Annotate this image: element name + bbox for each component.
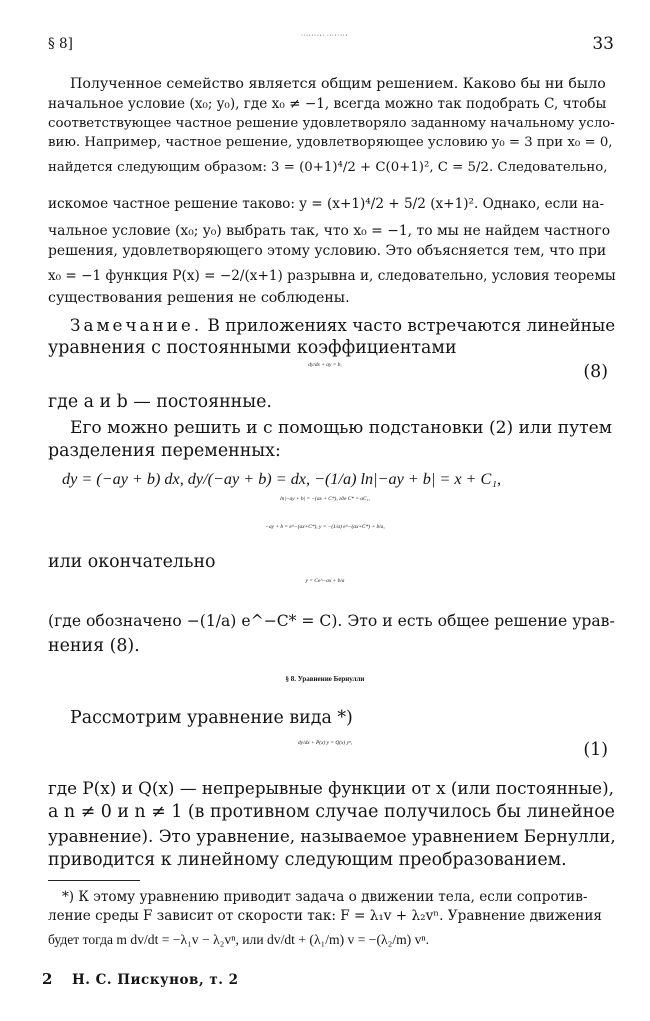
signature-text: Н. С. Пискунов, т. 2 — [72, 972, 239, 988]
intro-line: решения, удовлетворяющего этому условию. Это объясняется тем, что при — [48, 243, 607, 259]
footnote-rule — [48, 880, 140, 881]
footnote-line: *) К этому уравнению приводит задача о движении тела, если сопротив- — [62, 889, 588, 905]
intro-line: искомое частное решение таково: y = (x+1)⁴/2 + 5/2 (x+1)². Однако, если на- — [48, 196, 605, 212]
derivation-line: −ay + b = e^−(ax+C*), y = −(1/a) e^−(ax+C*) + b/a, — [265, 524, 385, 530]
remark-text: В приложениях часто встречаются линейные — [207, 315, 616, 335]
intro-line: x₀ = −1 функция P(x) = −2/(x+1) разрывна и, следовательно, условия теоремы — [48, 268, 616, 284]
note-line: (где обозначено −(1/a) e^−C* = C). Это и есть общее решение урав- — [48, 612, 615, 630]
derivation-line: dy = (−ay + b) dx, dy/(−ay + b) = dx, −(1/a) ln|−ay + b| = x + C₁, — [62, 470, 501, 488]
derivation-line: ln|−ay + b| = −(ax + C*), где C* = aC₁, — [280, 496, 370, 502]
intro-line: вию. Например, частное решение, удовлетворяющее условию y₀ = 3 при x₀ = 0, — [48, 135, 613, 150]
remark-line: Его можно решить и с помощью подстановки (2) или путем — [70, 418, 613, 438]
bernoulli-line: а n ≠ 0 и n ≠ 1 (в противном случае получилось бы линейное — [48, 802, 615, 822]
section-heading: § 8. Уравнение Бернулли — [285, 675, 365, 683]
equation-number-8: (8) — [583, 362, 608, 382]
running-title: УРАВНЕНИЕ БЕРНУЛЛИ — [301, 36, 349, 37]
equation-number-1: (1) — [583, 740, 608, 760]
note-line: нения (8). — [48, 636, 140, 656]
bernoulli-line: где P(x) и Q(x) — непрерывные функции от x (или постоянные), — [48, 778, 614, 798]
final-equation: y = Ce^−ax + b/a — [305, 578, 345, 584]
finally-text: или окончательно — [48, 552, 216, 572]
header-section: § 8] — [48, 36, 73, 52]
bernoulli-line: уравнение). Это уравнение, называемое уравнением Бернулли, — [48, 826, 616, 846]
signature-sheet: 2 — [42, 970, 53, 988]
intro-line: найдется следующим образом: 3 = (0+1)⁴/2 + C(0+1)², C = 5/2. Следовательно, — [48, 160, 608, 175]
bernoulli-intro: Рассмотрим уравнение вида *) — [70, 708, 353, 728]
intro-line: существования решения не соблюдены. — [48, 290, 350, 306]
intro-line: начальное условие (x₀; y₀), где x₀ ≠ −1, всегда можно так подобрать C, чтобы — [48, 96, 607, 112]
equation-8: dy/dx + ay = b, — [308, 362, 342, 368]
intro-line: соответствующее частное решение удовлетворяло заданному начальному усло- — [48, 116, 615, 131]
bernoulli-line: приводится к линейному следующим преобразованием. — [48, 850, 567, 870]
footnote-line: ление среды F зависит от скорости так: F = λ₁v + λ₂vⁿ. Уравнение движения — [48, 908, 602, 924]
remark-constants: где a и b — постоянные. — [48, 392, 272, 412]
remark-line: уравнения с постоянными коэффициентами — [48, 338, 457, 358]
intro-line: чальное условие (x₀; y₀) выбрать так, что x₀ = −1, то мы не найдем частного — [48, 223, 611, 239]
remark-line: разделения переменных: — [48, 441, 281, 461]
page-number: 33 — [592, 34, 614, 54]
remark-first-line — [70, 315, 615, 335]
footnote-line: будет тогда m dv/dt = −λ₁v − λ₂vⁿ, или dv/dt + (λ₁/m) v = −(λ₂/m) vⁿ. — [48, 932, 430, 947]
bernoulli-equation: dy/dx + P(x) y = Q(x) yⁿ, — [297, 740, 353, 746]
intro-line: Полученное семейство является общим решением. Каково бы ни было — [70, 76, 606, 92]
remark-label: Замечание. — [70, 315, 203, 335]
